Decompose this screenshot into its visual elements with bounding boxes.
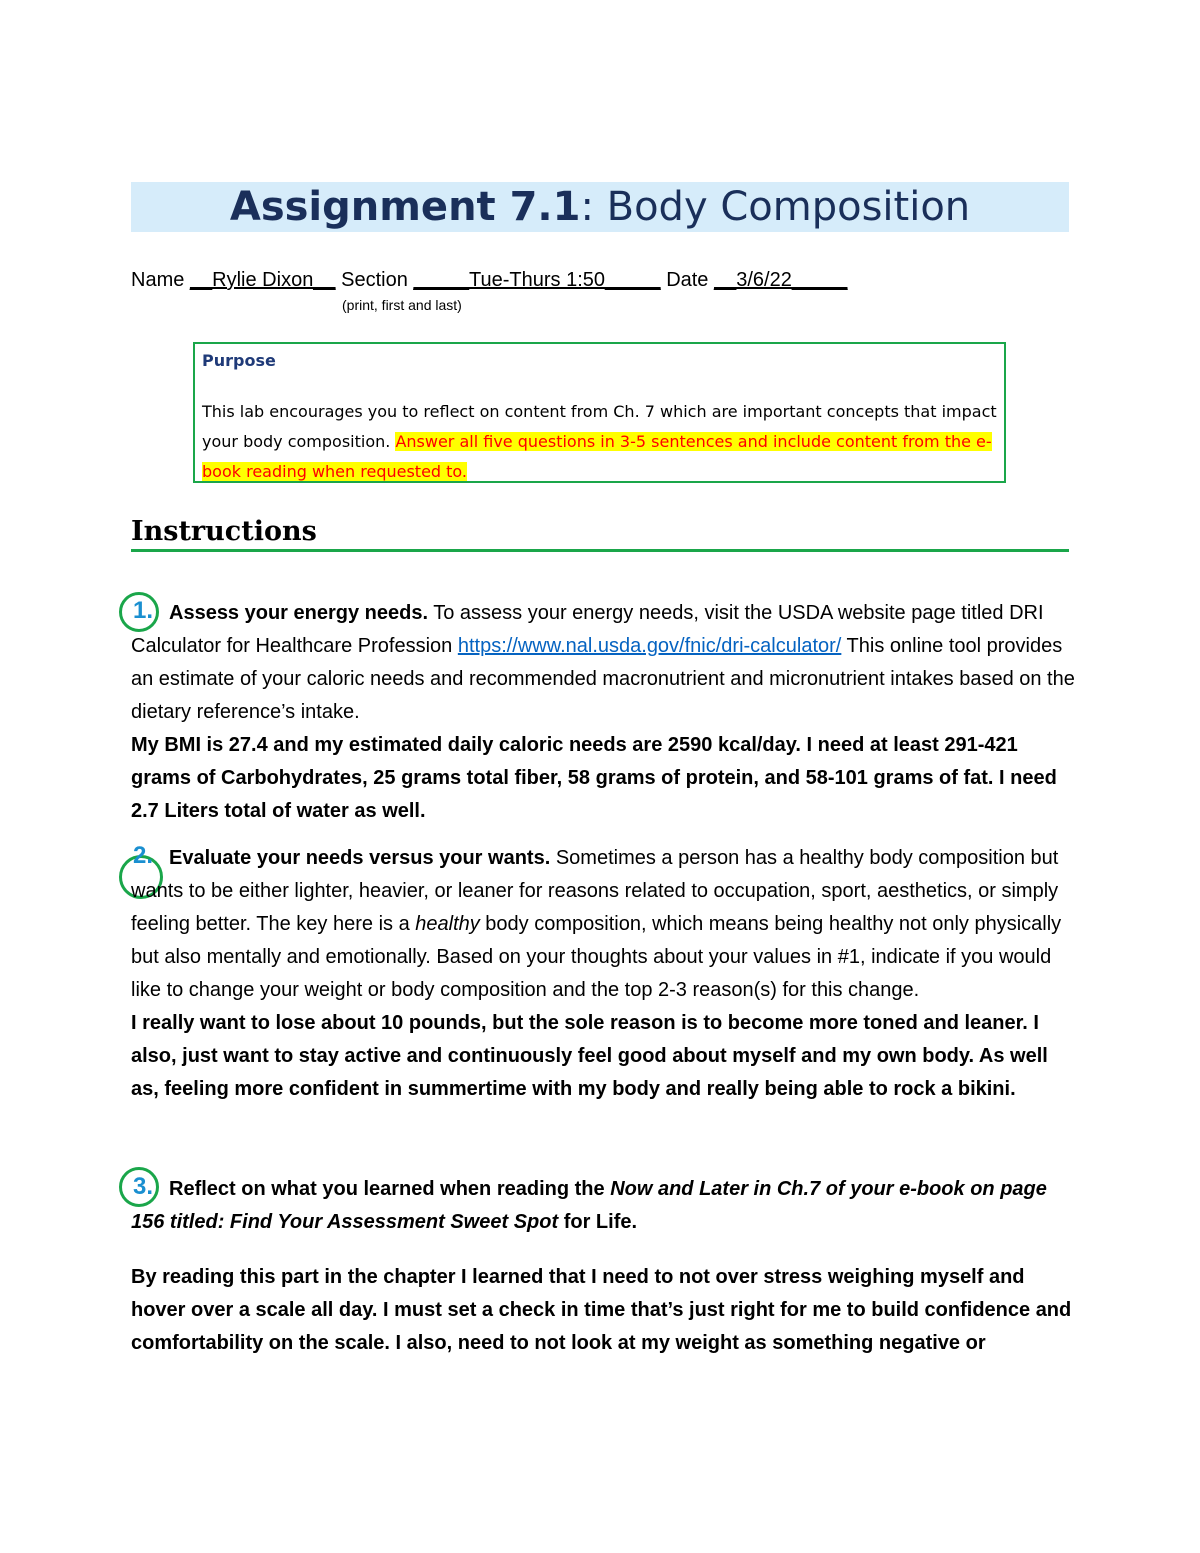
question-3-lead-text: Reflect on what you learned when reading the: [169, 1178, 611, 1200]
question-1-text-a: To assess your energy needs, visit the USDA website page titled DRI Calculator for Healthcare Profession: [131, 602, 1044, 657]
question-3-answer: By reading this part in the chapter I learned that I need to not over stress weighing myself and hover over a scale all day. I must set a check in time that’s just right for me to build confidence and comfortability on the scale. I also, need to not look at my weight as something negative or: [131, 1266, 1072, 1354]
question-2-lead: Evaluate your needs versus your wants.: [169, 847, 551, 869]
section-label: Section: [341, 269, 408, 291]
question-1: [131, 597, 1076, 828]
title-rest: : Body Composition: [580, 184, 971, 230]
question-3-lead: [131, 1178, 1047, 1233]
name-label: Name: [131, 269, 185, 291]
question-1-number: 1.: [133, 597, 154, 624]
question-3-answer-block: [131, 1261, 1076, 1360]
title-bold: Assignment 7.1: [229, 184, 581, 230]
purpose-highlight: Answer all five questions in 3-5 sentences and include content from the e-book reading when requested to.: [202, 432, 992, 481]
question-3-number: 3.: [133, 1173, 154, 1200]
dri-calculator-link[interactable]: https://www.nal.usda.gov/fnic/dri-calculator/: [457, 635, 842, 657]
date-value: __3/6/22_____: [714, 269, 848, 291]
purpose-body: This lab encourages you to reflect on content from Ch. 7 which are important concepts that impact your body composition.: [202, 402, 997, 451]
question-1-answer: My BMI is 27.4 and my estimated daily caloric needs are 2590 kcal/day. I need at least 291-421 grams of Carbohydrates, 25 grams total fiber, 58 grams of protein, and 58-101 grams of fat. I need 2.7 Liters total of water as well.: [131, 734, 1057, 822]
section-value: _____Tue-Thurs 1:50_____: [413, 269, 661, 291]
question-1-text-b: This online tool provides an estimate of your caloric needs and recommended macronutrient and micronutrient intakes based on the dietary reference’s intake.: [131, 635, 1075, 723]
question-3: [131, 1173, 1076, 1239]
question-2-text-b: body composition, which means being healthy not only physically but also mentally and emotionally. Based on your thoughts about your values in #1, indicate if you would like to change your weight or body composition and the top 2-3 reason(s) for this change.: [131, 913, 1062, 1001]
question-2-text-a: Sometimes a person has a healthy body composition but wants to be either lighter, heavier, or leaner for reasons related to occupation, sport, aesthetics, or simply feeling better. The key here is a: [131, 847, 1059, 935]
instructions-rule: [131, 549, 1069, 552]
instructions-heading: Instructions: [131, 516, 317, 547]
purpose-text: [202, 397, 1002, 487]
question-1-lead: Assess your energy needs.: [169, 602, 429, 624]
purpose-heading: Purpose: [202, 351, 276, 370]
header-line: [131, 266, 847, 294]
page-title: [131, 182, 1069, 232]
question-2-number: 2.: [133, 842, 154, 869]
date-label: Date: [666, 269, 709, 291]
question-2: [131, 842, 1076, 1106]
question-2-answer: I really want to lose about 10 pounds, but the sole reason is to become more toned and leaner. I also, just want to stay active and continuously feel good about myself and my own body. As well as, feeling more confident in summertime with my body and really being able to rock a bikini.: [131, 1012, 1048, 1100]
question-3-tail: for Life.: [558, 1211, 638, 1233]
question-3-italic: Now and Later in Ch.7 of your e-book on page 156 titled: Find Your Assessment Sweet Spot: [131, 1178, 1047, 1233]
name-hint: (print, first and last): [342, 297, 462, 313]
name-value: __Rylie Dixon__: [189, 269, 336, 291]
question-2-italic: healthy: [415, 913, 480, 935]
